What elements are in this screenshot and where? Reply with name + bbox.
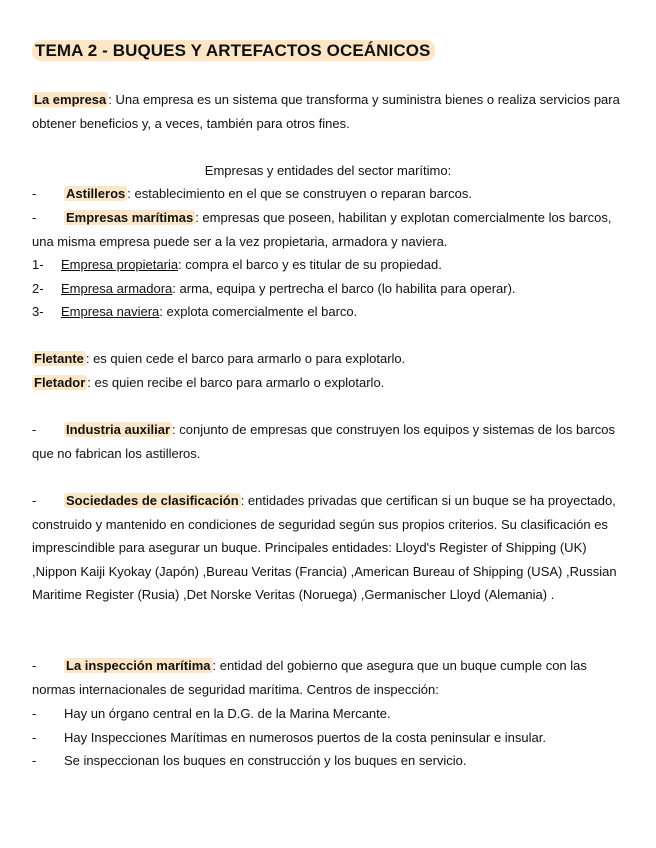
title-highlight: TEMA 2 - BUQUES Y ARTEFACTOS OCEÁNICOS (32, 40, 435, 61)
empresas-maritimas-sep: : (195, 210, 203, 225)
astilleros-term: Astilleros (66, 186, 126, 201)
astilleros-sep: : (127, 186, 135, 201)
tipo-term: Empresa armadora (61, 281, 173, 296)
industria-term: Industria auxiliar (66, 422, 171, 437)
centro-item-3 (32, 749, 624, 773)
sociedades-def: : entidades privadas que certifican si un buque se ha proyectado, construido y mantenido en condiciones de seguridad según sus propios criterios. Su clasificación es imprescindible para asegurar un buque. Principales entidades: Lloyd's Register of Shipping (UK) ,Nippon Kaiji Kyokay (Japón) ,Bureau Veritas (Francia) ,American Bureau of Shipping (USA) ,Russian Maritime Register (Rusia) ,Det Norske Veritas (Noruega) ,Germanischer Lloyd (Alemania) . (32, 493, 617, 602)
bullet: - (32, 422, 37, 437)
bullet: - (32, 706, 37, 721)
bullet: - (32, 658, 37, 673)
tipo-def: : explota comercialmente el barco. (159, 304, 358, 319)
centro-text: Se inspeccionan los buques en construcción y los buques en servicio. (64, 753, 467, 768)
tipo-number: 3- (32, 304, 44, 319)
centro-item-2 (32, 726, 624, 750)
inspeccion-item (32, 654, 624, 701)
tipo-term: Empresa naviera (61, 304, 160, 319)
tipo-number: 1- (32, 257, 44, 272)
bullet: - (32, 730, 37, 745)
industria-def: : conjunto de empresas que construyen los equipos y sistemas de los barcos que no fabrican los astilleros. (32, 422, 616, 461)
bullet: - (32, 753, 37, 768)
tipo-number: 2- (32, 281, 44, 296)
astilleros-def: establecimiento en el que se construyen o reparan barcos. (134, 186, 472, 201)
empresas-maritimas-term: Empresas marítimas (66, 210, 194, 225)
fletante-def: : es quien cede el barco para armarlo o para explotarlo. (85, 351, 406, 366)
empresa-sep: : (108, 92, 116, 107)
inspeccion-term: La inspección marítima (66, 658, 211, 673)
tipo-item-1 (32, 253, 624, 277)
sociedades-item (32, 489, 624, 607)
fletador-item (32, 371, 624, 395)
tipo-def: : compra el barco y es titular de su propiedad. (178, 257, 442, 272)
empresa-term: La empresa (34, 92, 107, 107)
industria-item (32, 418, 624, 465)
tipo-item-2 (32, 277, 624, 301)
inspeccion-def: : entidad del gobierno que asegura que un buque cumple con las normas internacionales de seguridad marítima. Centros de inspección: (32, 658, 587, 697)
empresas-maritimas-def: empresas que poseen, habilitan y explotan comercialmente los barcos, una misma empresa puede ser a la vez propietaria, armadora y naviera. (32, 210, 612, 249)
centro-text: Hay un órgano central en la D.G. de la Marina Mercante. (64, 706, 391, 721)
fletante-term: Fletante (34, 351, 84, 366)
fletador-def: : es quien recibe el barco para armarlo o explotarlo. (87, 375, 385, 390)
centro-text: Hay Inspecciones Marítimas en numerosos puertos de la costa peninsular e insular. (64, 730, 546, 745)
empresa-def: Una empresa es un sistema que transforma y suministra bienes o realiza servicios para obtener beneficios y, a veces, también para otros fines. (32, 92, 620, 131)
bullet: - (32, 493, 37, 508)
centro-item-1 (32, 702, 624, 726)
empresas-maritimas-item (32, 206, 624, 253)
empresa-definition (32, 88, 624, 135)
tipo-item-3 (32, 300, 624, 324)
tipo-def: : arma, equipa y pertrecha el barco (lo habilita para operar). (172, 281, 516, 296)
bullet: - (32, 186, 37, 201)
astilleros-item (32, 182, 624, 206)
tipo-term: Empresa propietaria (61, 257, 179, 272)
fletador-term: Fletador (34, 375, 86, 390)
bullet: - (32, 210, 37, 225)
fletante-item (32, 347, 624, 371)
page-title (32, 41, 435, 61)
sociedades-term: Sociedades de clasificación (66, 493, 239, 508)
sector-heading: Empresas y entidades del sector marítimo: (204, 163, 452, 178)
